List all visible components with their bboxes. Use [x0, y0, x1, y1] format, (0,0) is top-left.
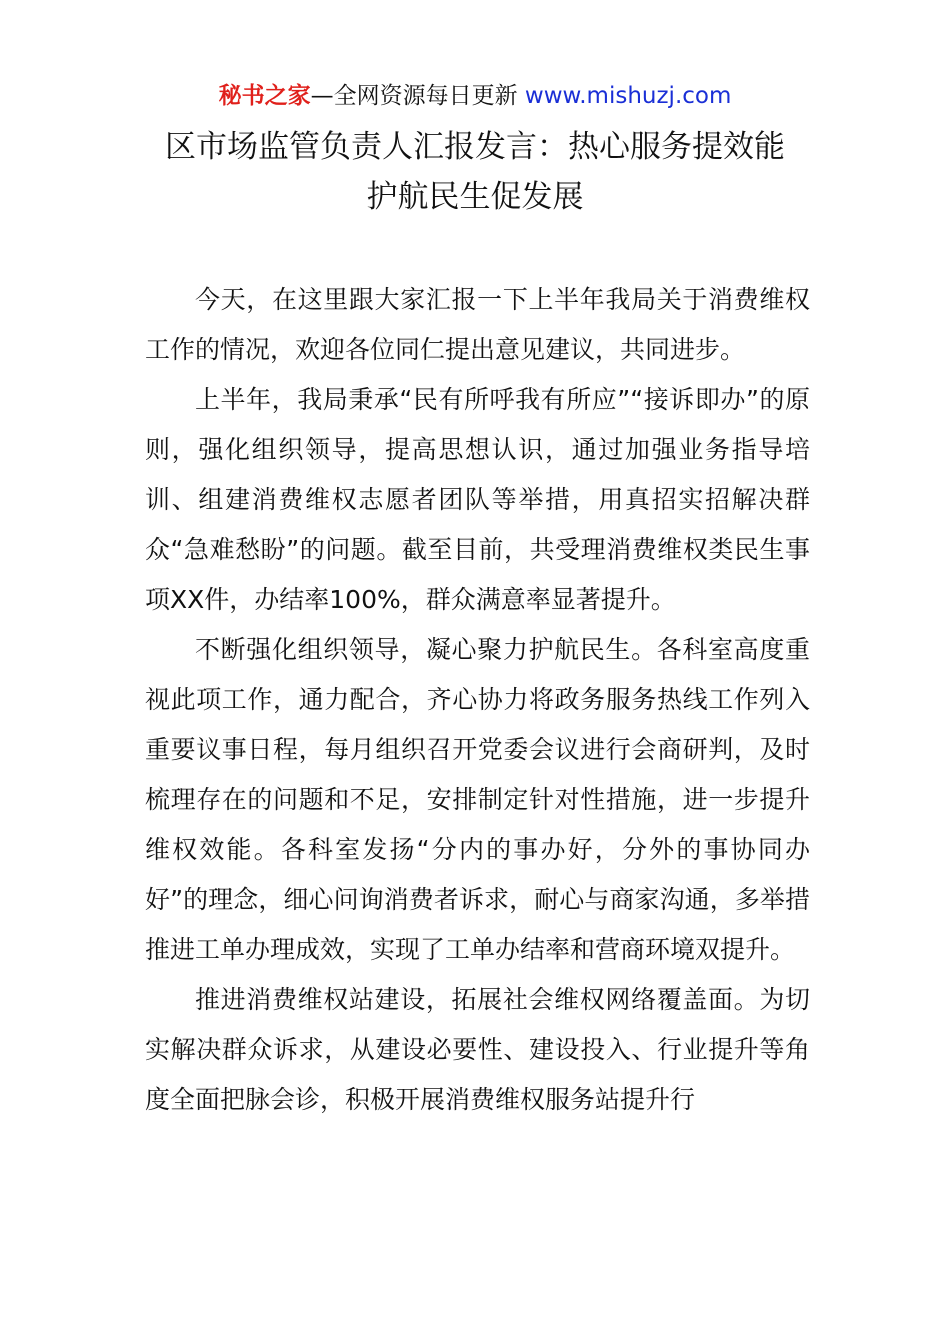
site-brand: 秘书之家	[218, 83, 311, 109]
title-line-1: 区市场监管负责人汇报发言：热心服务提效能	[165, 129, 785, 165]
document-title	[100, 122, 850, 222]
paragraph-stations: 推进消费维权站建设，拓展社会维权网络覆盖面。为切实解决群众诉求，从建设必要性、建设投入、行业提升等角度全面把脉会诊，积极开展消费维权服务站提升行	[145, 985, 810, 1114]
site-tagline: —全网资源每日更新	[310, 83, 525, 109]
site-url-link[interactable]: www.mishuzj.com	[524, 83, 732, 109]
title-line-2: 护航民生促发展	[366, 179, 584, 215]
site-header	[0, 80, 950, 112]
paragraph-summary: 上半年，我局秉承“民有所呼我有所应”“接诉即办”的原则，强化组织领导，提高思想认识，通过加强业务指导培训、组建消费维权志愿者团队等举措，用真招实招解决群众“急难愁盼”的问题。截至目前，共受理消费维权类民生事项XX件，办结率100%，群众满意率显著提升。	[145, 385, 810, 614]
paragraph-leadership: 不断强化组织领导，凝心聚力护航民生。各科室高度重视此项工作，通力配合，齐心协力将政务服务热线工作列入重要议事日程，每月组织召开党委会议进行会商研判，及时梳理存在的问题和不足，安排制定针对性措施，进一步提升维权效能。各科室发扬“分内的事办好，分外的事协同办好”的理念，细心问询消费者诉求，耐心与商家沟通，多举措推进工单办理成效，实现了工单办结率和营商环境双提升。	[145, 635, 810, 964]
document-body	[145, 275, 810, 1125]
paragraph-intro: 今天，在这里跟大家汇报一下上半年我局关于消费维权工作的情况，欢迎各位同仁提出意见建议，共同进步。	[145, 285, 810, 364]
